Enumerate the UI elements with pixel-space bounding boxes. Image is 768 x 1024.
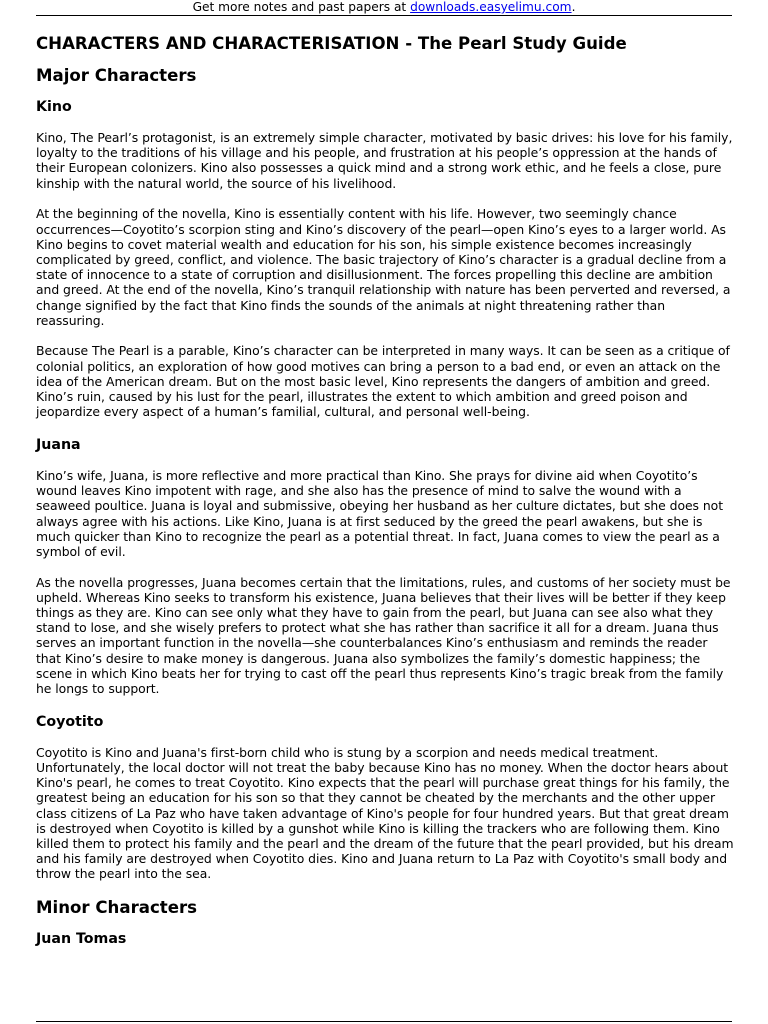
footer-rule [36, 1021, 732, 1022]
kino-paragraph-3: Because The Pearl is a parable, Kino’s character can be interpreted in many ways. It can be seen as a critique of colonial politics, an exploration of how good motives can bring a person to a bad end, or even an attack on the idea of the American dream. But on the most basic level, Kino represents the dangers of ambition and greed. Kino’s ruin, caused by his lust for the pearl, illustrates the extent to which ambition and greed poison and jeopardize every aspect of a human’s familial, cultural, and personal well-being. [36, 343, 730, 420]
juan-tomas-heading: Juan Tomas [36, 931, 127, 948]
major-characters-heading: Major Characters [36, 66, 197, 85]
kino-paragraph-2: At the beginning of the novella, Kino is essentially content with his life. However, two seemingly chance occurrences—Coyotito’s scorpion sting and Kino’s discovery of the pearl—open Kino’s eyes to a larger world. As Kino begins to covet material wealth and education for his son, his simple existence becomes increasingly complicated by greed, conflict, and violence. The basic trajectory of Kino’s character is a gradual decline from a state of innocence to a state of corruption and disillusionment. The forces propelling this decline are ambition and greed. At the end of the novella, Kino’s tranquil relationship with nature has been perverted and reversed, a change signified by the fact that Kino finds the sounds of the animals at night threatening rather than reassuring. [36, 206, 731, 328]
document-title: CHARACTERS AND CHARACTERISATION - The Pearl Study Guide [36, 34, 627, 53]
header-text: Get more notes and past papers at [192, 0, 411, 14]
kino-paragraph-1: Kino, The Pearl’s protagonist, is an extremely simple character, motivated by basic drives: his love for his family, loyalty to the traditions of his village and his people, and frustration at his people’s oppression at the hands of their European colonizers. Kino also possesses a quick mind and a strong work ethic, and he feels a close, pure kinship with the natural world, the source of his livelihood. [36, 130, 733, 191]
juana-paragraph-2: As the novella progresses, Juana becomes certain that the limitations, rules, and customs of her society must be upheld. Whereas Kino seeks to transform his existence, Juana believes that their lives will be better if they keep things as they are. Kino can see only what they have to gain from the pearl, but Juana can see also what they stand to lose, and she wisely prefers to protect what she has rather than sacrifice it all for a dream. Juana thus serves an important function in the novella—she counterbalances Kino’s enthusiasm and reminds the reader that Kino’s desire to make money is dangerous. Juana also symbolizes the family’s domestic happiness; the scene in which Kino beats her for trying to cast off the pearl thus represents Kino’s tragic break from the family he longs to support. [36, 574, 731, 697]
easyelimu-link[interactable]: downloads.easyelimu.com [410, 0, 572, 14]
minor-characters-heading: Minor Characters [36, 898, 198, 918]
page-header [36, 0, 732, 16]
juana-paragraph-1: Kino’s wife, Juana, is more reflective and more practical than Kino. She prays for divine aid when Coyotito’s wound leaves Kino impotent with rage, and she also has the presence of mind to salve the wound with a seaweed poultice. Juana is loyal and submissive, obeying her husband as her culture dictates, but she does not always agree with his actions. Like Kino, Juana is at first seduced by the greed the pearl awakens, but she is much quicker than Kino to recognize the pearl as a potential threat. In fact, Juana comes to view the pearl as a symbol of evil. [36, 467, 723, 559]
juana-heading: Juana [36, 436, 81, 453]
header-suffix: . [571, 0, 576, 14]
document-body [36, 33, 736, 962]
coyotito-heading: Coyotito [36, 713, 104, 730]
coyotito-paragraph-1: Coyotito is Kino and Juana's first-born child who is stung by a scorpion and needs medical treatment. Unfortunately, the local doctor will not treat the baby because Kino has no money. When the doctor hears about Kino's pearl, he comes to treat Coyotito. Kino expects that the pearl will purchase great things for his family, the greatest being an education for his son so that they cannot be cheated by the merchants and the other upper class citizens of La Paz who have taken advantage of Kino's people for four hundred years. But that great dream is destroyed when Coyotito is killed by a gunshot while Kino is killing the trackers who are following them. Kino killed them to protect his family and the pearl and the dream of the future that the pearl provided, but his dream and his family are destroyed when Coyotito dies. Kino and Juana return to La Paz with Coyotito's small body and throw the pearl into the sea. [36, 744, 734, 882]
kino-heading: Kino [36, 99, 72, 115]
